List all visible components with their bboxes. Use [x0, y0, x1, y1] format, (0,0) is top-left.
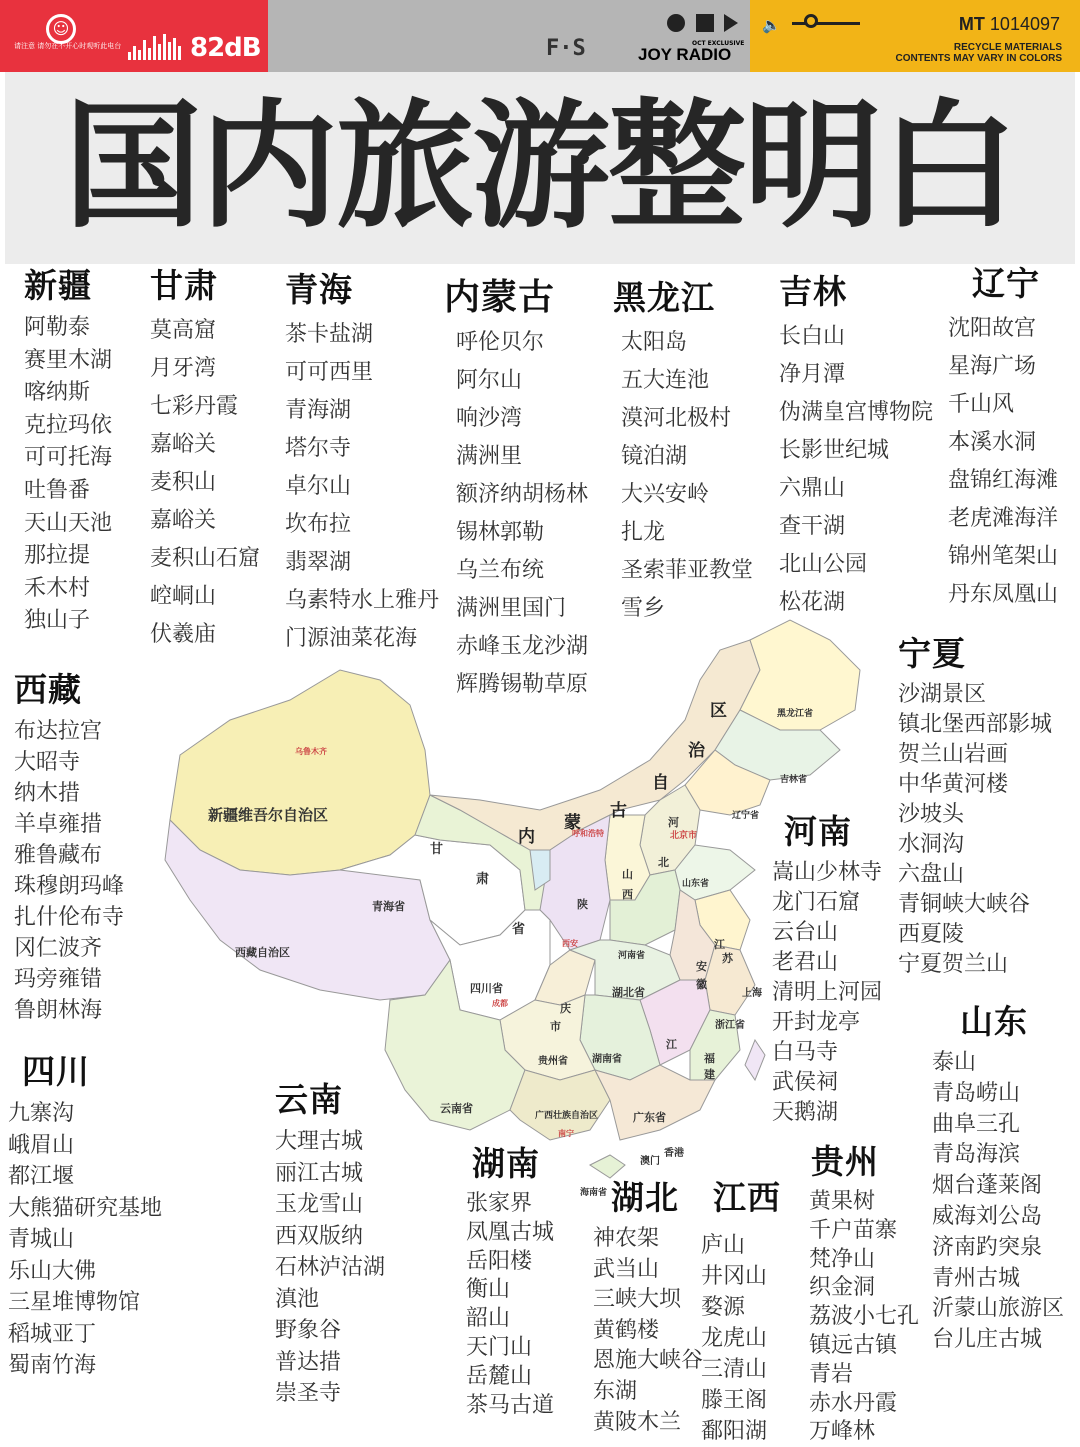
spot-item: 天山天池	[24, 510, 113, 536]
map-label-jiangxi: 江	[666, 1038, 677, 1051]
province-title: 四川	[22, 1052, 90, 1091]
spot-item: 恩施大峡谷	[593, 1348, 704, 1374]
spot-item: 独山子	[24, 608, 91, 634]
spot-item: 扎什伦布寺	[14, 905, 125, 930]
spot-item: 滇池	[275, 1286, 320, 1312]
spot-item: 坎布拉	[285, 512, 352, 537]
spot-item: 荔波小七孔	[809, 1304, 920, 1330]
spot-item: 大昭寺	[14, 750, 81, 775]
map-big-zi: 自	[652, 773, 669, 793]
play-button[interactable]	[724, 14, 738, 32]
spot-item: 青城山	[8, 1227, 75, 1252]
region-hainan	[590, 1155, 625, 1178]
map-label-sichuan: 四川省	[470, 982, 503, 995]
spot-item: 崆峒山	[150, 584, 217, 609]
map-label-beijing: 北京市	[670, 831, 698, 841]
spot-item: 千山风	[948, 392, 1015, 417]
map-label-zhejiang: 浙江省	[715, 1020, 745, 1031]
spot-item: 长影世纪城	[779, 438, 890, 463]
spot-item: 玛旁雍错	[14, 967, 103, 992]
spot-item: 扎龙	[621, 520, 666, 545]
player-bar	[0, 0, 1080, 72]
spot-item: 五大连池	[621, 368, 710, 393]
spot-item: 嘉峪关	[150, 432, 217, 457]
province-title: 宁夏	[898, 634, 966, 673]
spot-item: 沙湖景区	[898, 682, 987, 707]
spot-item: 衡山	[466, 1277, 511, 1303]
spot-item: 赤峰玉龙沙湖	[456, 634, 589, 659]
spot-item: 玉龙雪山	[275, 1192, 364, 1217]
spot-item: 阿勒泰	[24, 315, 91, 340]
map-big-qu: 区	[710, 701, 727, 721]
map-label-macau: 澳门	[640, 1156, 660, 1167]
spot-item: 九寨沟	[8, 1101, 75, 1126]
spot-item: 鄱阳湖	[701, 1419, 768, 1444]
spot-item: 卓尔山	[285, 474, 352, 499]
spot-item: 万峰林	[809, 1419, 876, 1445]
spot-item: 老虎滩海洋	[948, 506, 1059, 531]
province-henan	[772, 812, 882, 1128]
spot-item: 庐山	[701, 1233, 746, 1258]
map-label-huhehaote: 呼和浩特	[572, 829, 604, 838]
province-heilongjiang	[613, 278, 753, 628]
map-label-gan: 甘	[430, 842, 444, 857]
map-label-guangdong: 广东省	[633, 1111, 666, 1124]
page-title: 国内旅游整明白	[63, 86, 1016, 247]
map-label-jilin: 吉林省	[780, 775, 808, 785]
spot-item: 西夏陵	[898, 922, 965, 947]
spot-item: 武侯祠	[772, 1070, 839, 1095]
spot-item: 北山公园	[779, 552, 868, 577]
spot-item: 丽江古城	[275, 1160, 364, 1186]
spot-item: 曲阜三孔	[932, 1111, 1021, 1137]
spot-item: 锡林郭勒	[456, 520, 545, 545]
spot-item: 韶山	[466, 1306, 511, 1332]
spot-item: 三峡大坝	[593, 1287, 682, 1313]
spot-item: 可可托海	[24, 445, 113, 471]
spot-item: 乌素特水上雅丹	[285, 588, 440, 613]
volume-panel	[750, 0, 1080, 72]
decibel-panel	[0, 0, 268, 72]
province-title: 青海	[285, 270, 353, 309]
spot-item: 麦积山石窟	[150, 546, 261, 571]
spot-item: 镜泊湖	[621, 444, 688, 469]
spot-item: 净月潭	[779, 362, 846, 387]
map-label-guangxi: 广西壮族自治区	[535, 1111, 599, 1121]
spot-item: 呼伦贝尔	[456, 330, 545, 355]
spot-item: 门源油菜花海	[285, 626, 418, 651]
spot-item: 普达措	[275, 1349, 342, 1375]
spot-item: 开封龙亭	[772, 1010, 861, 1035]
spot-item: 天鹅湖	[772, 1100, 839, 1125]
spot-item: 纳木措	[14, 781, 81, 806]
spot-item: 三清山	[701, 1357, 768, 1382]
spot-item: 龙门石窟	[772, 890, 861, 915]
spot-item: 武当山	[593, 1256, 660, 1282]
volume-slider[interactable]	[792, 22, 860, 25]
spot-item: 伏羲庙	[150, 622, 217, 647]
spot-item: 喀纳斯	[24, 380, 91, 406]
spot-item: 天门山	[466, 1334, 533, 1360]
map-big-nei: 内	[518, 827, 535, 847]
province-guizhou	[809, 1142, 919, 1447]
spot-item: 珠穆朗玛峰	[14, 874, 125, 899]
spot-item: 太阳岛	[621, 330, 688, 355]
spot-item: 大理古城	[275, 1129, 364, 1154]
spot-item: 禾木村	[24, 575, 91, 601]
province-title: 辽宁	[972, 264, 1040, 303]
map-label-hainan: 海南省	[580, 1188, 608, 1198]
spot-item: 辉腾锡勒草原	[456, 672, 589, 697]
volume-slider-knob[interactable]	[804, 14, 818, 28]
spot-item: 伪满皇宫博物院	[779, 400, 934, 425]
spot-item: 乌兰布统	[456, 558, 545, 583]
spot-item: 大兴安岭	[621, 482, 710, 507]
spot-item: 石林泸沽湖	[275, 1255, 386, 1280]
spot-item: 漠河北极村	[621, 406, 732, 431]
spot-item: 清明上河园	[772, 980, 883, 1005]
spot-item: 镇北堡西部影城	[898, 712, 1053, 737]
stop-button[interactable]	[696, 14, 714, 32]
title-band	[5, 72, 1075, 264]
map-label-heilongjiang: 黑龙江省	[777, 709, 814, 719]
map-big-zhi: 治	[688, 741, 705, 761]
spot-item: 可可西里	[285, 360, 374, 385]
smiley-icon: ☺	[46, 14, 76, 44]
province-sichuan	[8, 1052, 162, 1382]
map-label-shaanxi: 陕	[577, 898, 588, 911]
spot-item: 本溪水洞	[948, 430, 1037, 455]
spot-item: 威海刘公岛	[932, 1203, 1043, 1229]
spot-item: 织金洞	[809, 1275, 876, 1301]
spot-item: 贺兰山岩画	[898, 742, 1009, 767]
joy-radio-logo: JOY RADIO	[638, 45, 732, 64]
map-label-henan: 河南省	[618, 951, 646, 961]
map-label-hubei: 湖北省	[612, 986, 645, 999]
spot-item: 青海湖	[285, 398, 352, 423]
map-label-fujian: 福	[704, 1052, 715, 1065]
spot-item: 嵩山少林寺	[772, 860, 883, 885]
spot-item: 麦积山	[150, 470, 217, 495]
notice-text: 请注意 请勿在不开心时观听此电台	[14, 42, 122, 50]
province-ningxia	[898, 634, 1052, 980]
spot-item: 老君山	[772, 950, 839, 975]
province-title: 甘肃	[150, 266, 218, 305]
province-title: 新疆	[24, 266, 92, 305]
spot-item: 青州古城	[932, 1265, 1021, 1291]
map-label-chongqing: 庆	[560, 1002, 571, 1015]
spot-item: 宁夏贺兰山	[898, 952, 1009, 977]
map-label-shanghai: 上海	[742, 988, 762, 999]
map-label-jian: 建	[704, 1068, 715, 1081]
spot-item: 婺源	[701, 1295, 746, 1320]
volume-icon[interactable]: 🔈	[762, 16, 781, 34]
spot-item: 水洞沟	[898, 832, 965, 857]
spot-item: 赤水丹霞	[809, 1390, 898, 1416]
province-hunan	[466, 1144, 554, 1420]
province-xinjiang	[24, 266, 112, 638]
spot-item: 沙坡头	[898, 802, 965, 827]
spot-item: 响沙湾	[456, 406, 523, 431]
spot-item: 蜀南竹海	[8, 1353, 97, 1378]
spot-item: 千户苗寨	[809, 1217, 898, 1243]
province-shandong	[932, 1002, 1064, 1356]
spot-item: 圣索菲亚教堂	[621, 558, 754, 583]
spot-item: 六鼎山	[779, 476, 846, 501]
spot-item: 松花湖	[779, 590, 846, 615]
province-gansu	[150, 266, 260, 654]
spot-item: 梵净山	[809, 1246, 876, 1272]
province-liaoning	[948, 264, 1058, 614]
province-qinghai	[285, 270, 439, 658]
spot-item: 布达拉宫	[14, 719, 103, 744]
province-xizang	[14, 670, 124, 1026]
spot-item: 野象谷	[275, 1318, 342, 1343]
map-label-hui: 徽	[696, 978, 707, 991]
record-button[interactable]	[667, 14, 685, 32]
province-title: 湖南	[472, 1144, 540, 1183]
spot-item: 云台山	[772, 920, 839, 945]
map-label-su: 肃	[476, 872, 490, 887]
map-label-wulumuqi: 乌鲁木齐	[295, 747, 327, 756]
map-label-hebei: 河	[668, 816, 679, 829]
spot-item: 白马寺	[772, 1040, 839, 1065]
joy-exclusive-label: OCT EXCLUSIVE	[692, 40, 745, 47]
spot-item: 峨眉山	[8, 1132, 75, 1158]
spot-item: 羊卓雍措	[14, 812, 103, 837]
fs-logo: F·S	[546, 36, 586, 61]
map-label-yunnan: 云南省	[440, 1102, 473, 1115]
spot-item: 星海广场	[948, 354, 1037, 379]
spot-item: 泰山	[932, 1050, 977, 1075]
spot-item: 茶马古道	[466, 1392, 555, 1418]
spot-item: 塔尔寺	[285, 436, 352, 461]
spot-item: 丹东凤凰山	[948, 582, 1059, 607]
map-label-anhui: 安	[696, 960, 707, 973]
map-label-shandong: 山东省	[682, 879, 710, 889]
map-label-bei: 北	[658, 856, 669, 869]
spot-item: 莫高窟	[150, 318, 217, 343]
spot-item: 那拉提	[24, 543, 91, 569]
spot-item: 凤凰古城	[466, 1219, 555, 1245]
map-label-gansu-sheng: 省	[512, 922, 526, 937]
map-label-nanning: 南宁	[558, 1129, 574, 1138]
province-title: 云南	[275, 1080, 343, 1119]
province-neimenggu	[444, 278, 588, 704]
province-jilin	[779, 272, 933, 622]
map-big-gu: 古	[610, 801, 627, 821]
spot-item: 三星堆博物馆	[8, 1290, 141, 1315]
map-label-jiangsu: 江	[714, 938, 725, 951]
region-taiwan	[745, 1040, 765, 1080]
map-label-xinjiang: 新疆维吾尔自治区	[208, 806, 329, 824]
map-label-hk: 香港	[664, 1148, 684, 1159]
spot-item: 滕王阁	[701, 1388, 768, 1413]
spot-item: 满洲里	[456, 444, 523, 469]
spot-item: 六盘山	[898, 862, 965, 887]
spot-item: 吐鲁番	[24, 477, 91, 503]
map-label-shanxi: 山	[622, 868, 633, 881]
spot-item: 台儿庄古城	[932, 1327, 1043, 1353]
map-big-meng: 蒙	[564, 813, 581, 833]
spot-item: 黄果树	[809, 1189, 876, 1214]
spot-item: 茶卡盐湖	[285, 322, 374, 347]
spot-item: 冈仁波齐	[14, 936, 103, 961]
province-title: 西藏	[14, 670, 82, 709]
province-title: 贵州	[811, 1142, 879, 1181]
spot-item: 雪乡	[621, 596, 666, 621]
spot-item: 嘉峪关	[150, 508, 217, 533]
spot-item: 鲁朗林海	[14, 998, 103, 1023]
spot-item: 赛里木湖	[24, 347, 113, 373]
recycle-notice: RECYCLE MATERIALS CONTENTS MAY VARY IN COLORS	[895, 42, 1062, 64]
map-label-hunan: 湖南省	[592, 1054, 622, 1065]
spot-item: 查干湖	[779, 514, 846, 539]
spot-item: 青岩	[809, 1361, 854, 1387]
province-title: 内蒙古	[444, 277, 556, 318]
spot-item: 满洲里国门	[456, 596, 567, 621]
level-meter-icon	[128, 34, 181, 60]
province-jiangxi	[701, 1178, 781, 1447]
map-label-su2: 苏	[722, 952, 733, 965]
spot-item: 岳阳楼	[466, 1248, 533, 1274]
spot-item: 济南趵突泉	[932, 1234, 1043, 1260]
spot-item: 沂蒙山旅游区	[932, 1296, 1065, 1322]
spot-item: 黄陂木兰	[593, 1409, 682, 1435]
spot-item: 盘锦红海滩	[948, 468, 1059, 493]
spot-item: 额济纳胡杨林	[456, 482, 589, 507]
map-label-guizhou: 贵州省	[538, 1056, 568, 1067]
spot-item: 都江堰	[8, 1164, 75, 1189]
spot-item: 青岛崂山	[932, 1080, 1021, 1106]
province-title: 湖北	[611, 1178, 679, 1217]
map-label-xian: 西安	[562, 939, 578, 948]
spot-item: 井冈山	[701, 1264, 768, 1289]
spot-item: 雅鲁藏布	[14, 843, 103, 868]
spot-item: 青岛海滨	[932, 1142, 1021, 1168]
spot-item: 稻城亚丁	[8, 1321, 97, 1347]
spot-item: 沈阳故宫	[948, 316, 1037, 341]
province-title: 山东	[960, 1002, 1028, 1041]
spot-item: 乐山大佛	[8, 1258, 97, 1284]
map-label-xizang: 西藏自治区	[235, 946, 290, 959]
spot-item: 七彩丹霞	[150, 394, 239, 419]
spot-item: 张家界	[466, 1191, 533, 1216]
spot-item: 黄鹤楼	[593, 1317, 660, 1343]
spot-item: 阿尔山	[456, 368, 523, 393]
map-label-xi: 西	[622, 888, 633, 901]
map-label-qinghai: 青海省	[372, 900, 405, 913]
spot-item: 龙虎山	[701, 1326, 768, 1351]
spot-item: 中华黄河楼	[898, 772, 1009, 797]
spot-item: 崇圣寺	[275, 1381, 342, 1406]
spot-item: 青铜峡大峡谷	[898, 892, 1031, 917]
spot-item: 镇远古镇	[809, 1332, 898, 1358]
region-xinjiang	[170, 670, 430, 875]
spot-item: 克拉玛依	[24, 412, 113, 438]
province-yunnan	[275, 1080, 385, 1410]
spot-item: 大熊猫研究基地	[8, 1195, 163, 1221]
spot-item: 岳麓山	[466, 1363, 533, 1389]
province-title: 黑龙江	[613, 278, 715, 317]
spot-item: 东湖	[593, 1378, 638, 1404]
province-title: 吉林	[779, 272, 847, 311]
province-title: 河南	[784, 812, 852, 851]
map-label-shi: 市	[550, 1020, 561, 1033]
spot-item: 烟台蓬莱阁	[932, 1173, 1043, 1199]
decibel-value: 82dB	[190, 33, 261, 63]
map-label-chengdu: 成都	[492, 999, 508, 1008]
spot-item: 长白山	[779, 324, 846, 349]
spot-item: 锦州笔架山	[948, 544, 1059, 569]
spot-item: 西双版纳	[275, 1223, 364, 1249]
province-title: 江西	[713, 1178, 781, 1217]
spot-item: 神农架	[593, 1226, 660, 1251]
map-label-liaoning: 辽宁省	[732, 811, 760, 821]
spot-item: 翡翠湖	[285, 550, 352, 575]
spot-item: 月牙湾	[150, 356, 217, 381]
province-hubei	[593, 1178, 703, 1438]
model-number: MT 1014097	[958, 14, 1060, 34]
